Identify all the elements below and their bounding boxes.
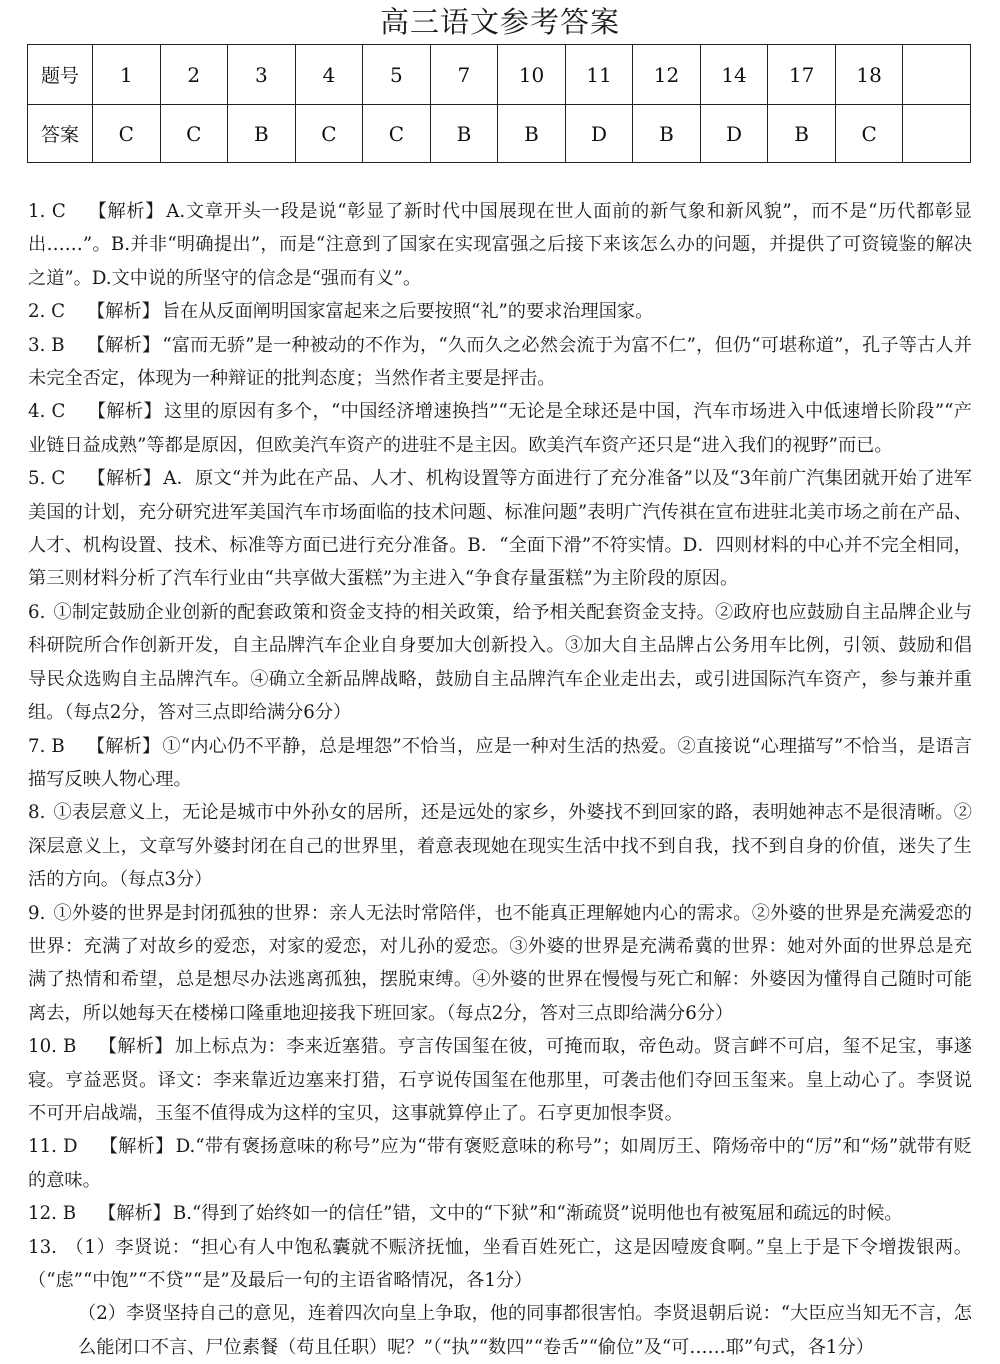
item-text: 这里的原因有多个，“中国经济增速换挡”“无论是全球还是中国，汽车市场进入中低速增长阶段”“产业链日益成熟”等都是原因，但欧美汽车资产的进驻不是主因。欧美汽车资产还只是“进入我们的视野”而已。 (28, 401, 972, 456)
analysis-tag: 【解析】 (98, 1036, 173, 1058)
explanation-item (28, 295, 972, 328)
question-number-cell: 12 (633, 45, 701, 105)
page-title: 高三语文参考答案 (379, 5, 620, 39)
answer-cell: B (768, 105, 836, 163)
explanation-item (28, 730, 972, 797)
answer-row (28, 105, 971, 163)
item-number: 1. C (28, 201, 66, 222)
question-number-cell: 10 (498, 45, 566, 105)
question-number-cell: 18 (835, 45, 903, 105)
answer-cell: B (498, 105, 566, 163)
explanation-item (28, 1297, 972, 1364)
item-number: 3. B (28, 334, 65, 356)
analysis-tag: 【解析】 (87, 468, 162, 490)
explanation-item (28, 1197, 972, 1230)
item-number: 10. B (28, 1036, 77, 1058)
item-number: 5. C (28, 468, 66, 490)
item-number: 11. D (28, 1136, 78, 1158)
item-number: 12. B (28, 1203, 77, 1225)
analysis-tag: 【解析】 (99, 1136, 174, 1158)
item-number: 8. (28, 802, 46, 824)
question-number-cell: 11 (565, 45, 633, 105)
question-number-cell: 14 (700, 45, 768, 105)
item-number: 9. (28, 902, 46, 924)
answer-cell: D (565, 105, 633, 163)
answer-cell: C (363, 105, 431, 163)
question-number-row (28, 45, 971, 105)
item-text: A．原文“并为此在产品、人才、机构设置等方面进行了充分准备”以及“3年前广汽集团就开始了进军美国的计划，充分研究进军美国汽车市场面临的技术问题、标准问题”表明广汽传祺在宣布进驻北美市场之前在产品、人才、机构设置、技术、标准等方面已进行充分准备。B．“全面下滑”不符实情。D．四则材料的中心并不完全相同，第三则材料分析了汽车行业由“共享做大蛋糕”为主进入“争食存量蛋糕”为主阶段的原因。 (28, 468, 972, 590)
item-text: “富而无骄”是一种被动的不作为，“久而久之必然会流于为富不仁”，但仍“可堪称道”，孔子等古人并未完全否定，体现为一种辩证的批判态度；当然作者主要是抨击。 (28, 334, 972, 390)
row-label-answer: 答案 (28, 105, 93, 163)
question-number-cell: 4 (295, 45, 363, 105)
answer-table (27, 44, 971, 163)
item-text: ①制定鼓励企业创新的配套政策和资金支持的相关政策，给予相关配套资金支持。②政府也应鼓励自主品牌企业与科研院所合作创新开发，自主品牌汽车企业自身要加大创新投入。③加大自主品牌占公务用车比例，引领、鼓励和倡导民众选购自主品牌汽车。④确立全新品牌战略，鼓励自主品牌汽车企业走出去，或引进国际汽车资产，参与兼并重组。（每点2分，答对三点即给满分6分） (28, 601, 972, 724)
item-text: ①外婆的世界是封闭孤独的世界：亲人无法时常陪伴，也不能真正理解她内心的需求。②外婆的世界是充满爱恋的世界：充满了对故乡的爱恋，对家的爱恋，对儿孙的爱恋。③外婆的世界是充满希冀的世界：她对外面的世界总是充满了热情和希望，总是想尽办法逃离孤独，摆脱束缚。④外婆的世界在慢慢与死亡和解：外婆因为懂得自己随时可能离去，所以她每天在楼梯口隆重地迎接我下班回家。（每点2分，答对三点即给满分6分） (28, 902, 972, 1024)
analysis-tag: 【解析】 (87, 401, 163, 423)
explanation-item (28, 796, 972, 896)
explanation-item (28, 1030, 972, 1130)
explanation-item (28, 462, 972, 596)
answer-cell: B (633, 105, 701, 163)
answer-cell: D (700, 105, 768, 163)
answer-cell: C (93, 105, 161, 163)
item-number: 2. C (28, 301, 66, 323)
analysis-tag: 【解析】 (87, 201, 165, 222)
explanation-item (28, 395, 972, 462)
answer-cell: C (295, 105, 363, 163)
question-number-cell: 5 (363, 45, 431, 105)
analysis-tag: 【解析】 (98, 1203, 171, 1225)
item-text: B.“得到了始终如一的信任”错，文中的“下狱”和“渐疏贤”说明他也有被冤屈和疏远的时候。 (172, 1203, 903, 1225)
question-number-cell: 17 (768, 45, 836, 105)
explanation-item (28, 1130, 972, 1197)
analysis-tag: 【解析】 (87, 301, 160, 323)
analysis-tag: 【解析】 (86, 735, 161, 757)
item-text: 加上标点为：李来近塞猎。亨言传国玺在彼，可掩而取，帝色动。贤言衅不可启，玺不足宝，事遂寝。亨益恶贤。译文：李来靠近边塞来打猎，石亨说传国玺在他那里，可袭击他们夺回玉玺来。皇上动心了。李贤说不可开启战端，玉玺不值得成为这样的宝贝，这事就算停止了。石亨更加恨李贤。 (28, 1036, 972, 1124)
question-number-cell: 7 (430, 45, 498, 105)
item-text: A.文章开头一段是说“彰显了新时代中国展现在世人面前的新气象和新风貌”，而不是“历代都彰显出……”。B.并非“明确提出”，而是“注意到了国家在实现富强之后接下来该怎么办的问题，并提供了可资镜鉴的解决之道”。D.文中说的所坚守的信念是“强而有义”。 (28, 201, 972, 289)
explanation-item (28, 195, 972, 295)
analysis-tag: 【解析】 (86, 334, 161, 356)
row-label-number: 题号 (28, 45, 93, 105)
explanation-item (28, 897, 972, 1031)
item-number: 4. C (28, 401, 66, 423)
question-number-cell (903, 45, 971, 105)
answer-cell: C (835, 105, 903, 163)
item-text: ①表层意义上，无论是城市中外孙女的居所，还是远处的家乡，外婆找不到回家的路，表明她神志不是很清晰。②深层意义上，文章写外婆封闭在自己的世界里，着意表现她在现实生活中找不到自我，找不到自身的价值，迷失了生活的方向。（每点3分） (28, 802, 972, 891)
explanation-item (28, 596, 972, 730)
item-text: （1）李贤说：“担心有人中饱私囊就不赈济抚恤，坐看百姓死亡，这是因噎废食啊。”皇上于是下令增拨银两。（“虑”“中饱”“不贷”“是”及最后一句的主语省略情况，各1分） (28, 1236, 972, 1291)
question-number-cell: 1 (93, 45, 161, 105)
item-text: D.“带有褒扬意味的称号”应为“带有褒贬意味的称号”；如周厉王、隋炀帝中的“厉”和“炀”就带有贬的意味。 (28, 1136, 972, 1191)
answer-cell: B (228, 105, 296, 163)
answer-cell: B (430, 105, 498, 163)
question-number-cell: 2 (160, 45, 228, 105)
explanation-item (28, 1231, 972, 1298)
item-text: ①“内心仍不平静，总是埋怨”不恰当，应是一种对生活的热爱。②直接说“心理描写”不恰当，是语言描写反映人物心理。 (28, 735, 972, 790)
item-number: 6. (28, 601, 46, 623)
question-number-cell: 3 (228, 45, 296, 105)
item-text: （2）李贤坚持自己的意见，连着四次向皇上争取，他的同事都很害怕。李贤退朝后说：“大臣应当知无不言，怎么能闭口不言、尸位素餐（苟且任职）呢？”（“执”“数四”“卷舌”“偷位”及“可……耶”句式，各1分） (78, 1303, 972, 1358)
answer-explanations (28, 195, 972, 1364)
answer-cell (903, 105, 971, 163)
item-number: 7. B (28, 735, 65, 757)
answer-cell: C (160, 105, 228, 163)
item-number: 13. (28, 1236, 57, 1258)
item-text: 旨在从反面阐明国家富起来之后要按照“礼”的要求治理国家。 (161, 301, 654, 323)
explanation-item (28, 329, 972, 396)
